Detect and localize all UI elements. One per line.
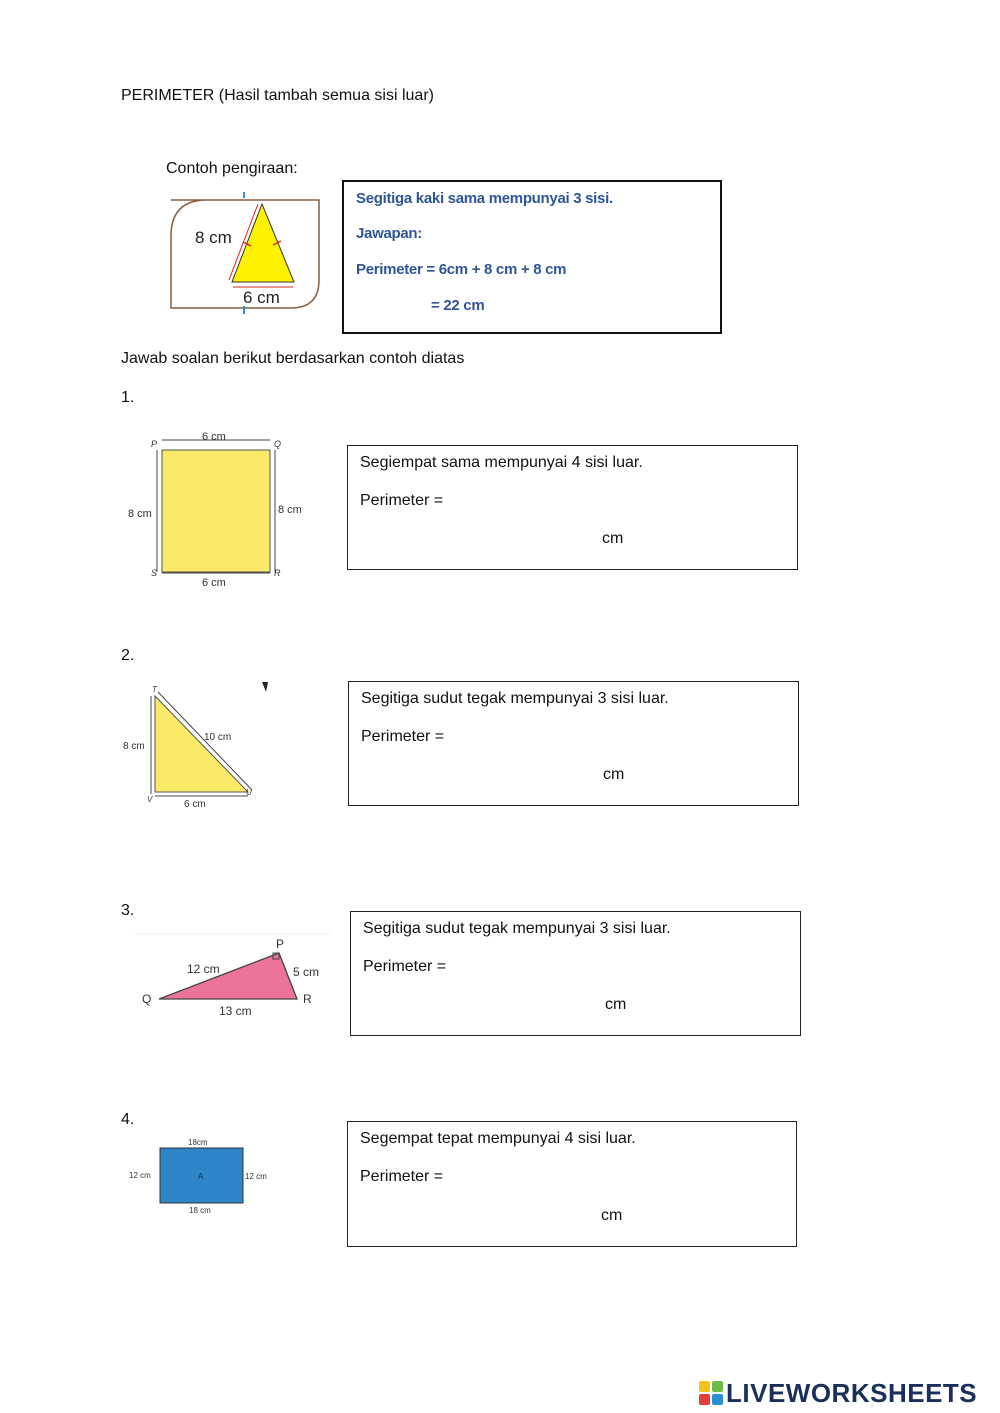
q4-perimeter-label: Perimeter = [360,1168,444,1185]
q3-perimeter-label: Perimeter = [363,958,447,975]
q2-hyp-label: 10 cm [204,732,232,743]
question-1-figure [120,428,310,593]
logo-tile-3 [699,1394,710,1405]
q1-left-label: 8 cm [128,508,152,520]
example-triangle [232,204,294,282]
q3-statement: Segitiga sudut tegak mempunyai 3 sisi luar. [363,920,671,937]
logo-tile-1 [699,1381,710,1392]
q2-statement: Segitiga sudut tegak mempunyai 3 sisi luar. [361,690,669,707]
question-number-4: 4. [121,1111,135,1128]
liveworksheets-grid-icon [698,1380,724,1406]
q4-unit: cm [601,1207,623,1224]
question-number-2: 2. [121,647,135,664]
q1-vertex-4: S [151,568,158,578]
answer-box-1[interactable] [347,445,798,570]
q3-unit: cm [605,996,627,1013]
q3-right-label: 5 cm [293,965,320,979]
q1-top-label: 6 cm [202,431,226,443]
q2-perimeter-label: Perimeter = [361,728,445,745]
q1-vertex-1: P [151,439,158,449]
q3-bottom-label: 13 cm [219,1004,252,1018]
q2-vertex-1: T [152,685,157,694]
example-label: Contoh pengiraan: [166,160,298,177]
q2-bottom-label: 6 cm [184,799,206,810]
scan-artifact-mark [262,682,268,692]
question-3-figure [135,932,330,1027]
page-title: PERIMETER (Hasil tambah semua sisi luar) [121,87,434,104]
q1-bottom-label: 6 cm [202,577,226,589]
q4-bottom-label: 18 cm [189,1206,211,1215]
instruction-text: Jawab soalan berikut berdasarkan contoh diatas [121,350,465,367]
q4-center-label: A [198,1172,204,1181]
q1-perimeter-label: Perimeter = [360,492,444,509]
answer-box-4[interactable] [347,1121,797,1247]
logo-text: LIVEWORKSHEETS [726,1377,978,1408]
q3-top-label: 12 cm [187,962,220,976]
example-line-3: Perimeter = 6cm + 8 cm + 8 cm [356,261,567,278]
q1-statement: Segiempat sama mempunyai 4 sisi luar. [360,454,643,471]
q2-left-label: 8 cm [123,741,145,752]
q1-vertex-3: R [274,568,281,578]
answer-box-3[interactable] [350,911,801,1036]
q1-unit: cm [602,530,624,547]
logo-tile-4 [712,1394,723,1405]
q3-vertex-1: P [276,937,285,951]
example-answer-box [342,180,722,334]
q2-vertex-3: U [246,788,252,797]
q4-top-label: 18cm [188,1138,208,1147]
q1-vertex-2: Q [274,439,282,449]
pink-triangle-shape [159,953,297,999]
example-line-4: = 22 cm [431,297,485,314]
example-base-label: 6 cm [243,288,280,307]
square-shape [162,450,270,572]
question-number-1: 1. [121,389,135,406]
liveworksheets-logo[interactable] [698,1378,977,1408]
question-2-figure [120,682,290,812]
q1-right-label: 8 cm [278,504,302,516]
right-triangle-shape [155,696,248,792]
q4-right-label: 12 cm [245,1172,267,1181]
q3-vertex-2: Q [142,992,152,1006]
question-number-3: 3. [121,902,135,919]
q4-left-label: 12 cm [129,1171,151,1180]
logo-tile-2 [712,1381,723,1392]
example-line-1: Segitiga kaki sama mempunyai 3 sisi. [356,190,613,207]
question-4-figure [125,1134,275,1219]
example-side-label: 8 cm [195,228,232,247]
q4-statement: Segempat tepat mempunyai 4 sisi luar. [360,1130,636,1147]
q2-unit: cm [603,766,625,783]
example-triangle-figure [165,190,325,320]
q2-vertex-2: V [147,795,153,804]
answer-box-2[interactable] [348,681,799,806]
q3-vertex-3: R [303,992,312,1006]
example-line-2: Jawapan: [356,225,422,242]
